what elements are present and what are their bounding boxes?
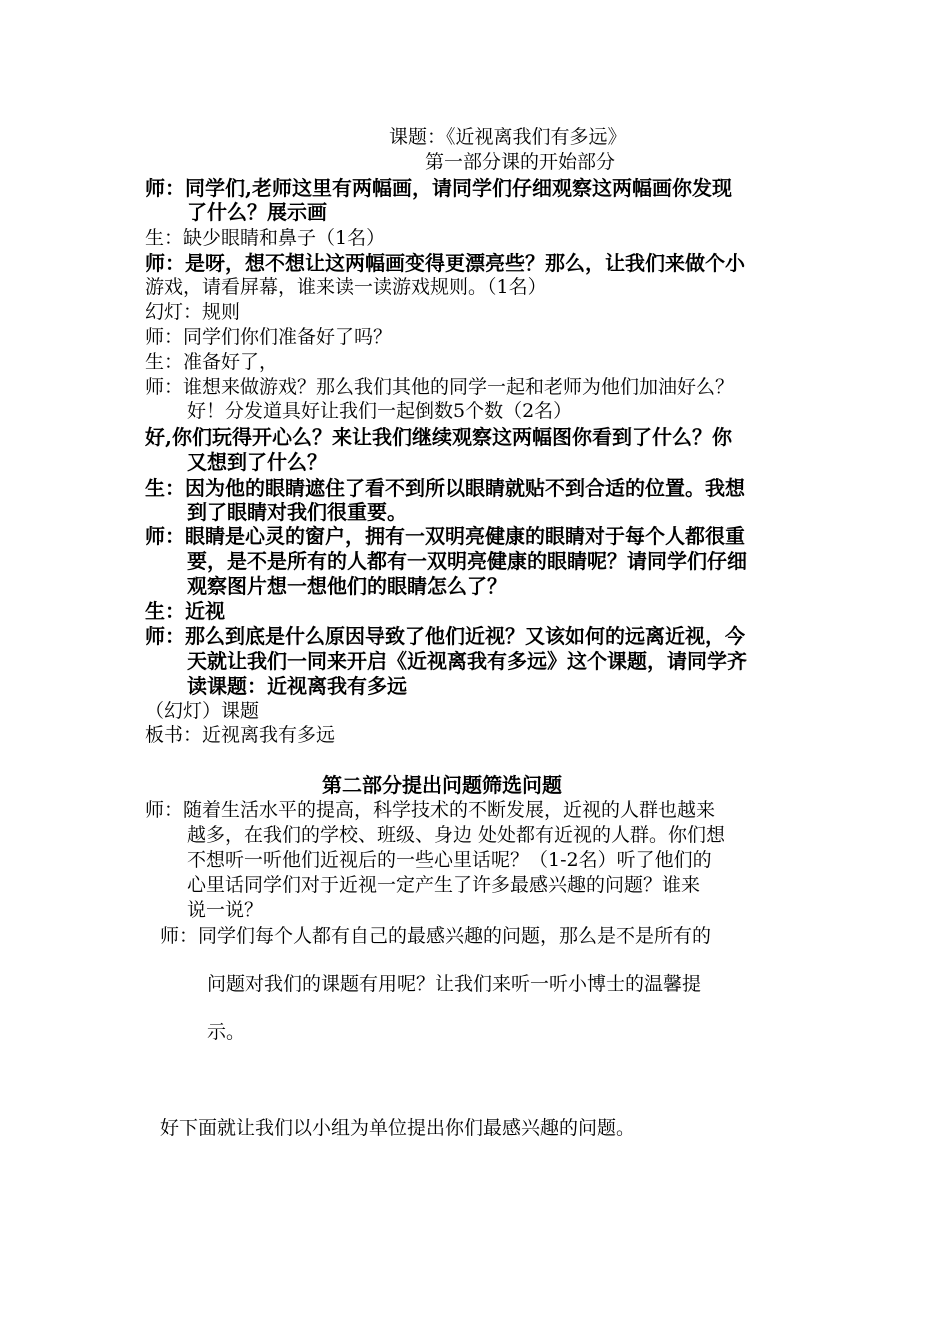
text-line: 好,你们玩得开心么？来让我们继续观察这两幅图你看到了什么？你 <box>145 425 732 449</box>
section-heading-1: 第一部分课的开始部分 <box>425 151 616 173</box>
text-line: 师：同学们你们准备好了吗？ <box>145 326 393 348</box>
text-line: 师：随着生活水平的提高，科学技术的不断发展，近视的人群也越来 <box>145 799 716 821</box>
text-line: 游戏，请看屏幕，谁来读一读游戏规则。（1名） <box>145 276 547 298</box>
text-line: 师：那么到底是什么原因导致了他们近视？又该如何的远离近视，今 <box>145 624 745 648</box>
text-line: 又想到了什么？ <box>187 450 327 474</box>
text-line: （幻灯）课题 <box>145 700 260 722</box>
text-line: 生：缺少眼睛和鼻子（1名） <box>145 227 386 249</box>
text-line: 要，是不是所有的人都有一双明亮健康的眼睛呢？请同学们仔细 <box>187 549 747 573</box>
document-title: 课题：《近视离我们有多远》 <box>389 126 627 148</box>
text-line: 好！分发道具好让我们一起倒数5个数（2名） <box>187 400 573 422</box>
text-line: 好下面就让我们以小组为单位提出你们最感兴趣的问题。 <box>160 1117 636 1139</box>
section-heading-2: 第二部分提出问题筛选问题 <box>322 773 562 797</box>
text-line: 生：准备好了， <box>145 351 279 373</box>
text-line: 师：同学们每个人都有自己的最感兴趣的问题，那么是不是所有的 <box>160 925 712 947</box>
text-line: 读课题：近视离我有多远 <box>187 674 407 698</box>
text-line: 了什么？展示画 <box>187 200 327 224</box>
text-line: 示。 <box>207 1021 246 1043</box>
text-line: 观察图片想一想他们的眼睛怎么了？ <box>187 574 507 598</box>
text-line: 说一说？ <box>187 899 264 921</box>
text-line: 问题对我们的课题有用呢？让我们来听一听小博士的温馨提 <box>207 973 702 995</box>
text-line: 生：近视 <box>145 599 225 623</box>
text-line: 师：是呀，想不想让这两幅画变得更漂亮些？那么，让我们来做个小 <box>145 251 745 275</box>
text-line: 越多，在我们的学校、班级、身边 处处都有近视的人群。你们想 <box>187 824 726 846</box>
text-line: 天就让我们一同来开启《近视离我有多远》这个课题，请同学齐 <box>187 649 747 673</box>
text-line: 师：同学们,老师这里有两幅画，请同学们仔细观察这两幅画你发现 <box>145 176 732 200</box>
text-line: 板书：近视离我有多远 <box>145 724 336 746</box>
text-line: 幻灯：规则 <box>145 301 241 323</box>
text-line: 不想听一听他们近视后的一些心里话呢？（1-2名）听了他们的 <box>187 849 712 871</box>
text-line: 生：因为他的眼睛遮住了看不到所以眼睛就贴不到合适的位置。我想 <box>145 476 745 500</box>
text-line: 师：谁想来做游戏？那么我们其他的同学一起和老师为他们加油好么？ <box>145 376 735 398</box>
text-line: 心里话同学们对于近视一定产生了许多最感兴趣的问题？谁来 <box>187 874 701 896</box>
text-line: 到了眼睛对我们很重要。 <box>187 500 407 524</box>
text-line: 师：眼睛是心灵的窗户，拥有一双明亮健康的眼睛对于每个人都很重 <box>145 524 745 548</box>
